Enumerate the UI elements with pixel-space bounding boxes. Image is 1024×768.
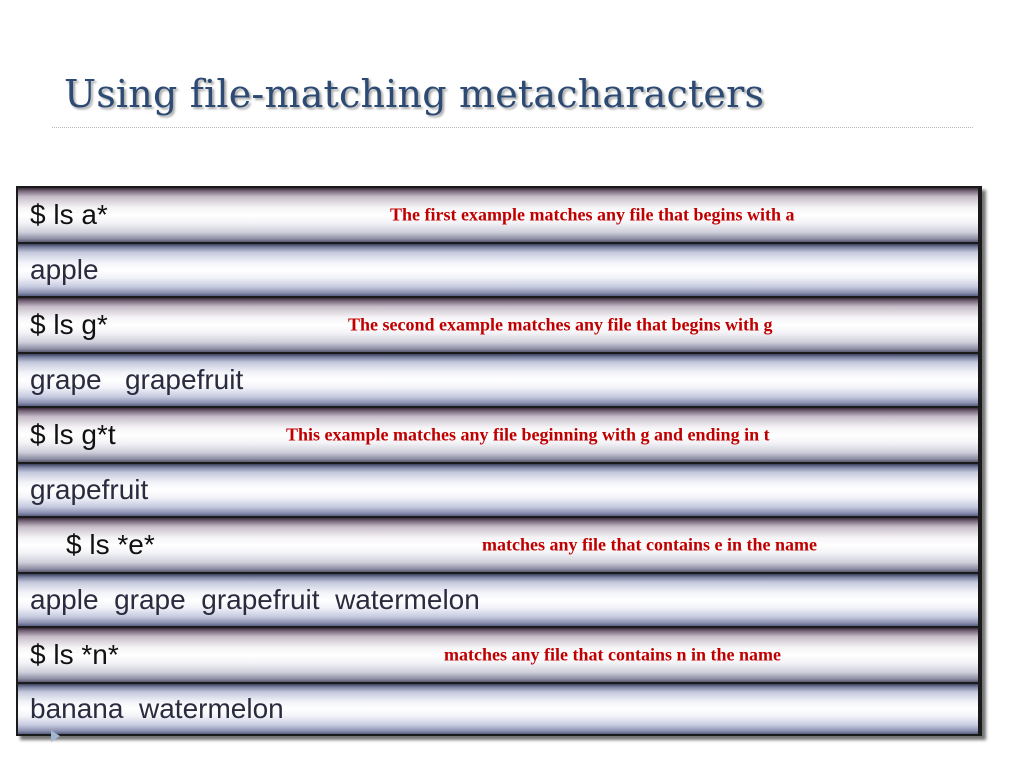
table-row-result-1 [18, 244, 980, 298]
bullet-arrow-icon [51, 730, 60, 742]
table-row-result-3 [18, 464, 980, 518]
result-text: banana watermelon [30, 693, 284, 724]
table-row-result-5 [18, 684, 980, 736]
result-text: grape grapefruit [30, 364, 244, 395]
explanation-note: The first example matches any file that begins with a [390, 204, 795, 225]
metacharacter-table [16, 186, 982, 736]
table-row-result-2 [18, 354, 980, 408]
table-row-command-5 [18, 628, 980, 684]
command-text: $ ls a* [30, 199, 108, 230]
command-text: $ ls g* [30, 309, 108, 340]
title-divider [52, 127, 973, 128]
table-row-command-3 [18, 408, 980, 464]
command-text: $ ls *e* [66, 529, 155, 560]
explanation-note: This example matches any file beginning with g and ending in t [286, 424, 770, 445]
explanation-note: The second example matches any file that begins with g [348, 314, 773, 335]
slide-title: Using file-matching metacharacters [64, 72, 765, 116]
explanation-note: matches any file that contains n in the name [444, 644, 781, 665]
table-row-command-4 [18, 518, 980, 574]
command-text: $ ls *n* [30, 639, 119, 670]
table-row-result-4 [18, 574, 980, 628]
explanation-note: matches any file that contains e in the name [482, 534, 817, 555]
table-row-command-1 [18, 188, 980, 244]
table-row-command-2 [18, 298, 980, 354]
result-text: apple grape grapefruit watermelon [30, 584, 480, 615]
command-text: $ ls g*t [30, 419, 116, 450]
result-text: apple [30, 254, 99, 285]
result-text: grapefruit [30, 474, 149, 505]
